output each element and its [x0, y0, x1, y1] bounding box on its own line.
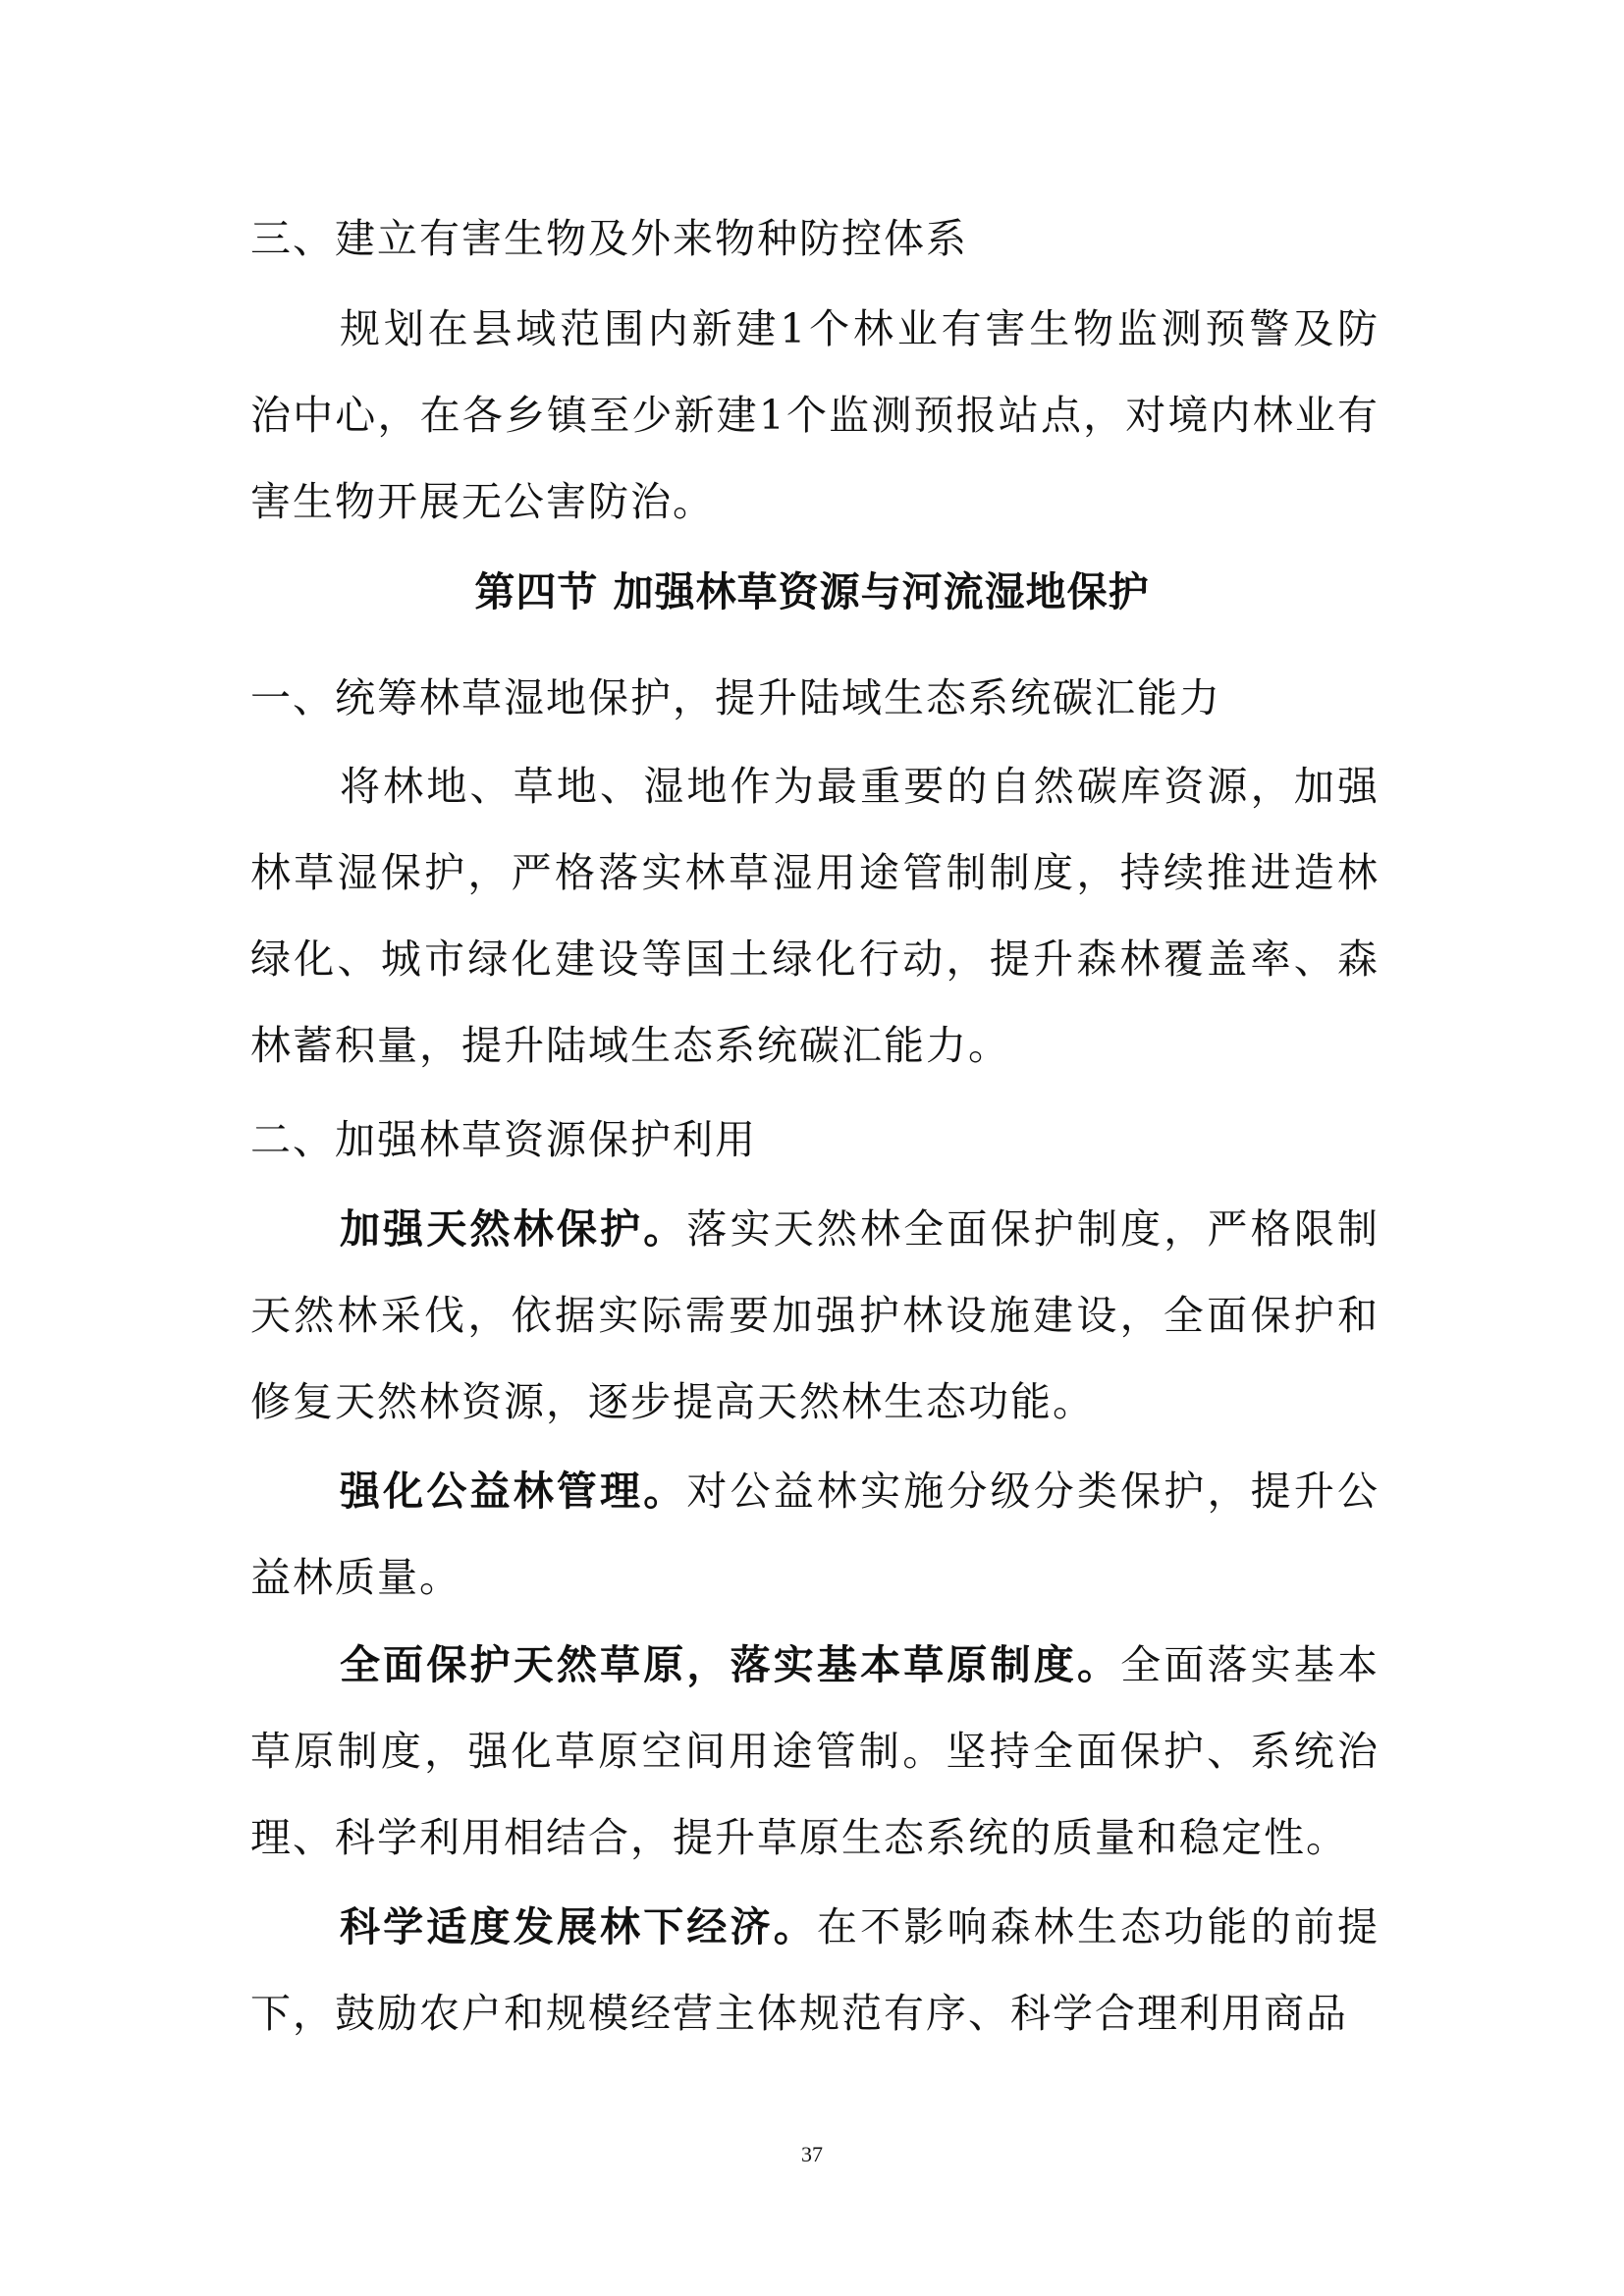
page-number: 37: [801, 2142, 823, 2166]
paragraph-lead: 强化公益林管理。: [340, 1468, 687, 1515]
paragraph-body: 在不影响森林生态功能的前提下，鼓励农户和规模经营主体规范有序、科学合理利用商品: [250, 1903, 1380, 2037]
paragraph-grassland: [250, 1622, 1380, 1881]
paragraph-carbon-sink: 将林地、草地、湿地作为最重要的自然碳库资源，加强林草湿保护，严格落实林草湿用途管制制度，持续推进造林绿化、城市绿化建设等国土绿化行动，提升森林覆盖率、森林蓄积量，提升陆域生态系统碳汇能力。: [250, 763, 1380, 1069]
paragraph-lead: 全面保护天然草原，落实基本草原制度。: [340, 1641, 1121, 1688]
paragraph-natural-forest: [250, 1186, 1380, 1445]
paragraph-public-forest: [250, 1448, 1380, 1621]
section-title: 第四节 加强林草资源与河流湿地保护: [474, 568, 1150, 615]
heading-carbon-sink: 一、统筹林草湿地保护，提升陆域生态系统碳汇能力: [250, 674, 1221, 721]
heading-forest-grass-resources: 二、加强林草资源保护利用: [250, 1116, 757, 1163]
paragraph-lead: 加强天然林保护。: [340, 1205, 687, 1253]
paragraph-lead: 科学适度发展林下经济。: [340, 1903, 817, 1950]
paragraph-body: 全面落实基本草原制度，强化草原空间用途管制。坚持全面保护、系统治理、科学利用相结合，提升草原生态系统的质量和稳定性。: [250, 1641, 1380, 1861]
paragraph-body: 落实天然林全面保护制度，严格限制天然林采伐，依据实际需要加强护林设施建设，全面保护和修复天然林资源，逐步提高天然林生态功能。: [250, 1205, 1380, 1425]
paragraph-understory-economy: [250, 1884, 1380, 2056]
paragraph-pest-monitoring: 规划在县域范围内新建1个林业有害生物监测预警及防治中心，在各乡镇至少新建1个监测预报站点，对境内林业有害生物开展无公害防治。: [250, 305, 1380, 525]
heading-pest-control-system: 三、建立有害生物及外来物种防控体系: [250, 215, 968, 262]
paragraph-body: 对公益林实施分级分类保护，提升公益林质量。: [250, 1468, 1380, 1601]
